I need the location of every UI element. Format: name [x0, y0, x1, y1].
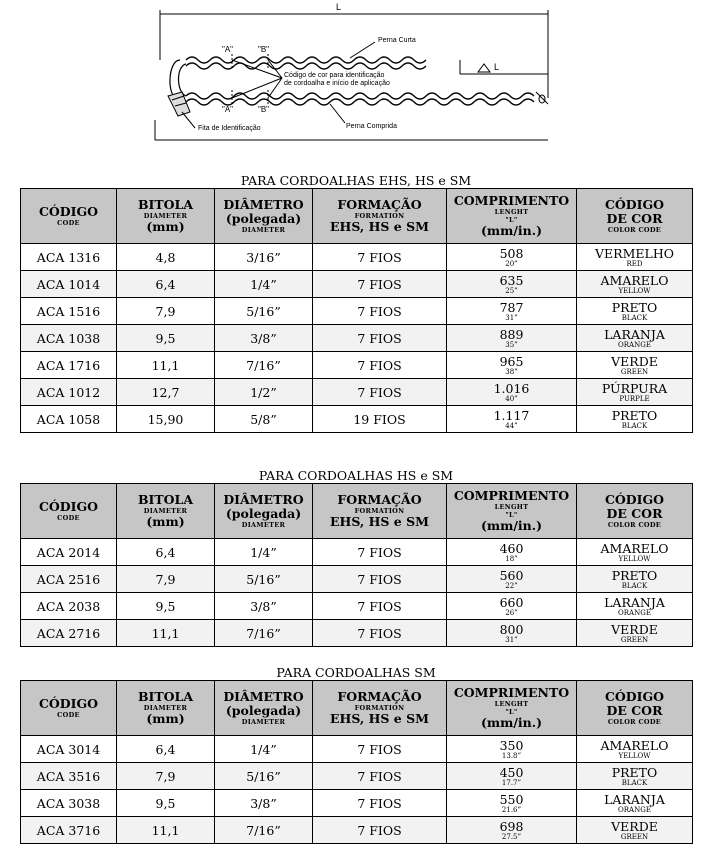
cell-comprimento — [447, 406, 577, 433]
header-formacao: FORMAÇÃO FORMATION EHS, HS e SM — [313, 484, 447, 539]
length-mm: 1.016 — [493, 380, 530, 396]
cell-code: ACA 1058 — [21, 406, 117, 433]
table-row — [21, 620, 693, 647]
cell-comprimento — [447, 790, 577, 817]
length-mm: 787 — [499, 299, 524, 315]
cell-color-code — [577, 352, 693, 379]
length-in: 27.5” — [501, 832, 522, 841]
table-row — [21, 352, 693, 379]
table-row — [21, 736, 693, 763]
dimension-delta-L-label: L — [494, 62, 500, 72]
cell-diametro: 5/16” — [215, 566, 313, 593]
perna-curta-label: Perna Curta — [378, 37, 416, 44]
cell-color-code — [577, 244, 693, 271]
codigo-cor-line1: Código de cor para identificação — [284, 72, 385, 79]
length-mm: 660 — [499, 594, 524, 610]
color-pt: LARANJA — [604, 791, 665, 807]
cell-bitola: 7,9 — [117, 763, 215, 790]
cell-formacao: 7 FIOS — [313, 736, 447, 763]
color-pt: VERDE — [611, 818, 658, 834]
length-in: 17.7” — [501, 778, 522, 787]
cell-code: ACA 1012 — [21, 379, 117, 406]
cell-formacao: 7 FIOS — [313, 271, 447, 298]
table-row — [21, 790, 693, 817]
cell-bitola: 12,7 — [117, 379, 215, 406]
cell-code: ACA 3516 — [21, 763, 117, 790]
codigo-cor-line2: de cordoalha e início de aplicação — [284, 80, 390, 87]
cell-diametro: 5/8” — [215, 406, 313, 433]
cell-diametro: 5/16” — [215, 763, 313, 790]
label-A-bottom: "A" — [222, 105, 234, 114]
header-row — [21, 484, 693, 539]
header-diametro: DIÂMETRO (polegada) DIAMETER — [215, 484, 313, 539]
cell-code: ACA 1716 — [21, 352, 117, 379]
table-row — [21, 325, 693, 352]
cell-bitola: 7,9 — [117, 566, 215, 593]
color-pt: PRETO — [611, 764, 658, 780]
color-pt: AMARELO — [600, 540, 669, 556]
cell-code: ACA 2014 — [21, 539, 117, 566]
header-formacao: FORMAÇÃO FORMATION EHS, HS e SM — [313, 189, 447, 244]
cell-bitola: 11,1 — [117, 620, 215, 647]
cell-comprimento — [447, 566, 577, 593]
cell-comprimento — [447, 763, 577, 790]
length-mm: 450 — [499, 764, 524, 780]
cell-color-code — [577, 566, 693, 593]
cell-formacao: 19 FIOS — [313, 406, 447, 433]
color-en: YELLOW — [618, 751, 651, 760]
fita-identificacao-label: Fita de Identificação — [198, 125, 261, 132]
header-codigo-cor: CÓDIGO DE COR COLOR CODE — [577, 681, 693, 736]
cell-bitola: 6,4 — [117, 736, 215, 763]
cell-formacao: 7 FIOS — [313, 790, 447, 817]
cell-formacao: 7 FIOS — [313, 620, 447, 647]
table-row — [21, 539, 693, 566]
cell-diametro: 7/16” — [215, 352, 313, 379]
color-en: BLACK — [621, 421, 648, 430]
color-en: ORANGE — [618, 805, 651, 814]
header-comprimento: COMPRIMENTO LENGHT "L" (mm/in.) — [447, 484, 577, 539]
color-pt: PRETO — [611, 567, 658, 583]
color-en: BLACK — [621, 778, 648, 787]
cell-diametro: 3/8” — [215, 790, 313, 817]
length-in: 26” — [505, 608, 518, 617]
cell-code: ACA 3014 — [21, 736, 117, 763]
length-in: 25” — [505, 286, 518, 295]
length-mm: 800 — [499, 621, 524, 637]
cell-code: ACA 1014 — [21, 271, 117, 298]
cell-formacao: 7 FIOS — [313, 593, 447, 620]
cell-comprimento — [447, 593, 577, 620]
header-formacao: FORMAÇÃO FORMATION EHS, HS e SM — [313, 681, 447, 736]
length-in: 18” — [505, 554, 518, 563]
color-en: BLACK — [621, 581, 648, 590]
table-title: PARA CORDOALHAS SM — [276, 665, 436, 680]
cell-diametro: 3/8” — [215, 325, 313, 352]
cell-color-code — [577, 763, 693, 790]
color-pt: PRETO — [611, 299, 658, 315]
color-pt: AMARELO — [600, 737, 669, 753]
length-in: 20” — [505, 259, 518, 268]
cell-bitola: 6,4 — [117, 271, 215, 298]
table-row — [21, 593, 693, 620]
cell-bitola: 9,5 — [117, 593, 215, 620]
table-sm — [20, 666, 692, 844]
header-codigo: CÓDIGO CODE — [21, 189, 117, 244]
color-pt: VERDE — [611, 621, 658, 637]
cell-diametro: 1/4” — [215, 271, 313, 298]
length-mm: 560 — [499, 567, 524, 583]
color-en: GREEN — [620, 635, 649, 644]
cell-bitola: 9,5 — [117, 325, 215, 352]
color-pt: LARANJA — [604, 594, 665, 610]
spec-table — [20, 483, 693, 647]
cell-formacao: 7 FIOS — [313, 298, 447, 325]
table-row — [21, 566, 693, 593]
cell-formacao: 7 FIOS — [313, 539, 447, 566]
header-row — [21, 189, 693, 244]
table-row — [21, 817, 693, 844]
color-pt: VERDE — [611, 353, 658, 369]
color-en: PURPLE — [619, 394, 650, 403]
table-row — [21, 271, 693, 298]
cell-diametro: 1/4” — [215, 736, 313, 763]
cell-formacao: 7 FIOS — [313, 352, 447, 379]
label-B-bottom: "B" — [258, 105, 270, 114]
length-mm: 889 — [499, 326, 524, 342]
color-en: GREEN — [620, 367, 649, 376]
cell-bitola: 15,90 — [117, 406, 215, 433]
cell-comprimento — [447, 244, 577, 271]
cell-diametro: 1/4” — [215, 539, 313, 566]
color-pt: VERMELHO — [595, 245, 674, 261]
table-row — [21, 406, 693, 433]
cell-diametro: 1/2” — [215, 379, 313, 406]
cell-code: ACA 1516 — [21, 298, 117, 325]
header-diametro: DIÂMETRO (polegada) DIAMETER — [215, 681, 313, 736]
length-in: 21.6” — [501, 805, 522, 814]
cell-comprimento — [447, 352, 577, 379]
header-comprimento: COMPRIMENTO LENGHT "L" (mm/in.) — [447, 189, 577, 244]
length-in: 38” — [505, 367, 518, 376]
color-en: YELLOW — [618, 286, 651, 295]
cell-color-code — [577, 325, 693, 352]
cell-formacao: 7 FIOS — [313, 817, 447, 844]
length-in: 40” — [505, 394, 518, 403]
cell-code: ACA 2716 — [21, 620, 117, 647]
cell-comprimento — [447, 271, 577, 298]
cell-comprimento — [447, 817, 577, 844]
cell-color-code — [577, 736, 693, 763]
perna-comprida-label: Perna Comprida — [346, 123, 397, 130]
spec-table — [20, 680, 693, 844]
cell-diametro: 5/16” — [215, 298, 313, 325]
cell-color-code — [577, 817, 693, 844]
cell-diametro: 3/16” — [215, 244, 313, 271]
cell-color-code — [577, 298, 693, 325]
length-mm: 350 — [499, 737, 524, 753]
table-title: PARA CORDOALHAS EHS, HS e SM — [240, 173, 472, 188]
cell-formacao: 7 FIOS — [313, 566, 447, 593]
table-hs-sm — [20, 469, 692, 647]
color-en: RED — [626, 259, 643, 268]
header-codigo-cor: CÓDIGO DE COR COLOR CODE — [577, 189, 693, 244]
cell-comprimento — [447, 736, 577, 763]
table-row — [21, 244, 693, 271]
cell-diametro: 7/16” — [215, 817, 313, 844]
length-in: 31” — [505, 313, 518, 322]
cell-comprimento — [447, 620, 577, 647]
cell-color-code — [577, 271, 693, 298]
spec-table — [20, 188, 693, 433]
header-codigo: CÓDIGO CODE — [21, 681, 117, 736]
cell-diametro: 7/16” — [215, 620, 313, 647]
cell-color-code — [577, 539, 693, 566]
color-pt: AMARELO — [600, 272, 669, 288]
table-row — [21, 379, 693, 406]
length-in: 13.8” — [501, 751, 522, 760]
color-en: GREEN — [620, 832, 649, 841]
length-mm: 508 — [499, 245, 524, 261]
header-row — [21, 681, 693, 736]
length-mm: 965 — [499, 353, 524, 369]
cell-color-code — [577, 406, 693, 433]
color-en: BLACK — [621, 313, 648, 322]
guy-grip-diagram — [0, 0, 711, 150]
cell-bitola: 11,1 — [117, 352, 215, 379]
cell-color-code — [577, 790, 693, 817]
table-row — [21, 763, 693, 790]
cell-comprimento — [447, 298, 577, 325]
cell-comprimento — [447, 539, 577, 566]
color-en: ORANGE — [618, 340, 651, 349]
cell-formacao: 7 FIOS — [313, 763, 447, 790]
length-in: 22” — [505, 581, 518, 590]
cell-code: ACA 2516 — [21, 566, 117, 593]
header-comprimento: COMPRIMENTO LENGHT "L" (mm/in.) — [447, 681, 577, 736]
length-mm: 460 — [499, 540, 524, 556]
cell-comprimento — [447, 379, 577, 406]
header-codigo-cor: CÓDIGO DE COR COLOR CODE — [577, 484, 693, 539]
cell-code: ACA 1316 — [21, 244, 117, 271]
color-pt: PRETO — [611, 407, 658, 423]
length-mm: 1.117 — [493, 407, 530, 423]
length-in: 35” — [505, 340, 518, 349]
header-diametro: DIÂMETRO (polegada) DIAMETER — [215, 189, 313, 244]
cell-bitola: 6,4 — [117, 539, 215, 566]
length-in: 44” — [505, 421, 518, 430]
cell-bitola: 9,5 — [117, 790, 215, 817]
cell-formacao: 7 FIOS — [313, 325, 447, 352]
cell-code: ACA 3038 — [21, 790, 117, 817]
color-en: ORANGE — [618, 608, 651, 617]
cell-diametro: 3/8” — [215, 593, 313, 620]
cell-color-code — [577, 379, 693, 406]
header-bitola: BITOLA DIAMETER (mm) — [117, 484, 215, 539]
color-pt: PÚRPURA — [601, 380, 668, 396]
label-B-top: "B" — [258, 45, 270, 54]
length-in: 31” — [505, 635, 518, 644]
cell-code: ACA 3716 — [21, 817, 117, 844]
cell-bitola: 7,9 — [117, 298, 215, 325]
table-ehs-hs-sm — [20, 174, 692, 433]
length-mm: 698 — [499, 818, 524, 834]
header-codigo: CÓDIGO CODE — [21, 484, 117, 539]
length-mm: 550 — [499, 791, 524, 807]
cell-color-code — [577, 620, 693, 647]
color-en: YELLOW — [618, 554, 651, 563]
header-bitola: BITOLA DIAMETER (mm) — [117, 681, 215, 736]
label-A-top: "A" — [222, 45, 234, 54]
table-row — [21, 298, 693, 325]
cell-code: ACA 2038 — [21, 593, 117, 620]
cell-comprimento — [447, 325, 577, 352]
length-mm: 635 — [499, 272, 524, 288]
cell-formacao: 7 FIOS — [313, 379, 447, 406]
cell-code: ACA 1038 — [21, 325, 117, 352]
cell-bitola: 11,1 — [117, 817, 215, 844]
dimension-L-label: L — [336, 2, 342, 12]
color-pt: LARANJA — [604, 326, 665, 342]
cell-formacao: 7 FIOS — [313, 244, 447, 271]
table-title: PARA CORDOALHAS HS e SM — [258, 468, 454, 483]
header-bitola: BITOLA DIAMETER (mm) — [117, 189, 215, 244]
cell-color-code — [577, 593, 693, 620]
cell-bitola: 4,8 — [117, 244, 215, 271]
